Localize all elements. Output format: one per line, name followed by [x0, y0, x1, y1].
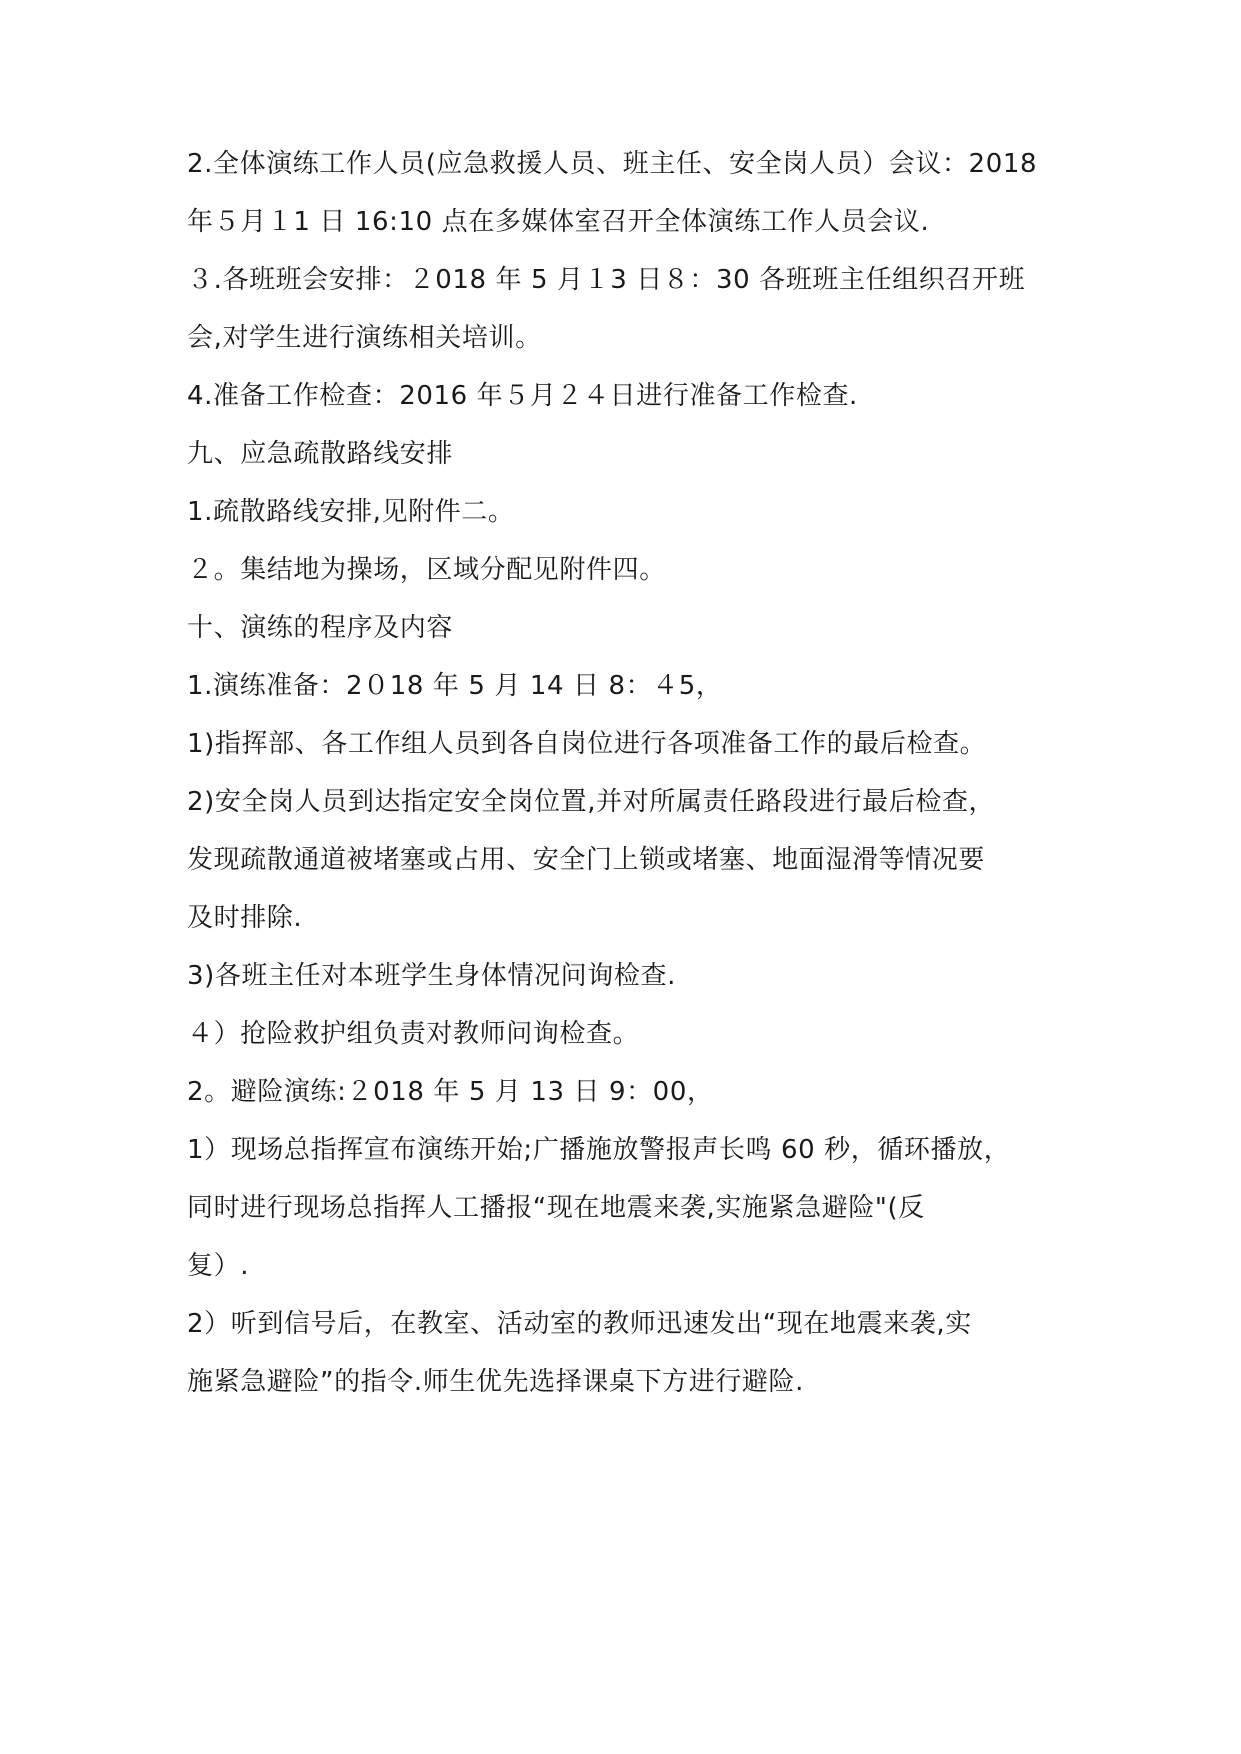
- text-line-21: 2）听到信号后，在教室、活动室的教师迅速发出“现在地震来袭,实: [187, 1309, 972, 1339]
- text-line-12: 2)安全岗人员到达指定安全岗位置,并对所属责任路段进行最后检查，: [187, 787, 996, 817]
- text-line-18: 1）现场总指挥宣布演练开始;广播施放警报声长鸣 60 秒，循环播放，: [187, 1135, 1011, 1165]
- section-heading-drill-procedure: 十、演练的程序及内容: [187, 613, 454, 643]
- text-line-14: 及时排除.: [187, 903, 303, 933]
- text-line-11: 1)指挥部、各工作组人员到各自岗位进行各项准备工作的最后检查。: [187, 729, 987, 759]
- text-line-22: 施紧急避险”的指令.师生优先选择课桌下方进行避险.: [187, 1367, 804, 1397]
- text-line-7: 1.疏散路线安排,见附件二。: [187, 497, 515, 527]
- text-line-15: 3)各班主任对本班学生身体情况问询检查.: [187, 961, 676, 991]
- text-line-8: ２。集结地为操场，区域分配见附件四。: [187, 555, 666, 585]
- text-line-17: 2。避险演练:２018 年 5 月 13 日 9：00，: [187, 1077, 714, 1107]
- text-line-10: 1.演练准备：2０18 年 5 月 14 日 8：４5，: [187, 671, 723, 701]
- text-line-13: 发现疏散通道被堵塞或占用、安全门上锁或堵塞、地面湿滑等情况要: [187, 845, 986, 875]
- text-line-1: 2.全体演练工作人员(应急救援人员、班主任、安全岗人员）会议：2018: [187, 149, 1038, 179]
- text-line-4: 会,对学生进行演练相关培训。: [187, 323, 542, 353]
- text-line-3: ３.各班班会安排：２018 年 5 月１3 日８：30 各班班主任组织召开班: [187, 265, 1026, 295]
- text-line-16: ４）抢险救护组负责对教师问询检查。: [187, 1019, 640, 1049]
- text-line-5: 4.准备工作检查：2016 年５月２４日进行准备工作检查.: [187, 381, 858, 411]
- text-line-19: 同时进行现场总指挥人工播报“现在地震来袭,实施紧急避险"(反: [187, 1193, 925, 1223]
- text-line-20: 复）.: [187, 1251, 250, 1281]
- text-line-2: 年５月１1 日 16:10 点在多媒体室召开全体演练工作人员会议.: [187, 207, 930, 237]
- section-heading-evacuation-routes: 九、应急疏散路线安排: [187, 439, 454, 469]
